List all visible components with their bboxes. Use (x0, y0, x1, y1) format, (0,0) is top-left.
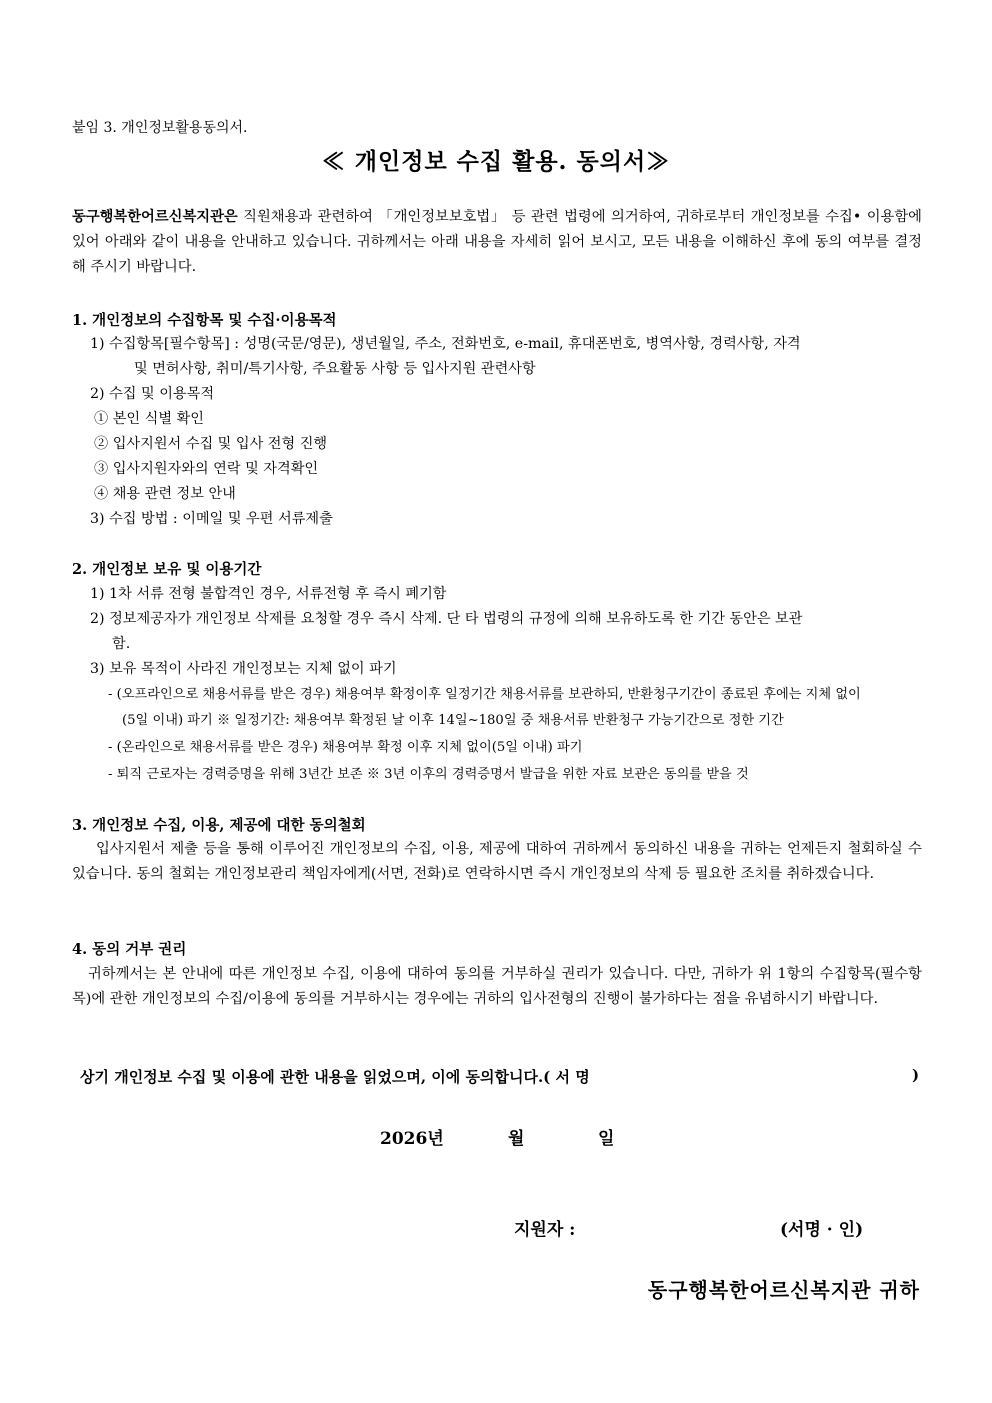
purpose-item: ④ 채용 관련 정보 안내 (94, 486, 236, 502)
section4-body: 귀하께서는 본 안내에 따른 개인정보 수집, 이용에 대하여 동의를 거부하실 권리가 있습니다. 다만, 귀하가 위 1항의 수집항목(필수항목)에 관한 개인정보의 수집/이용에 동의를 거부하시는 경우에는 귀하의 입사전형의 진행이 불가하다는 점을 유념하시기 바랍니다. (72, 966, 922, 1007)
section1-item1-line2: 및 면허사항, 취미/특기사항, 주요활동 사항 등 입사지원 관련사항 (134, 361, 536, 377)
section2-item2-line2: 함. (112, 636, 131, 652)
recipient: 동구행복한어르신복지관 귀하 (647, 1278, 920, 1302)
section2-dash2: - (온라인으로 채용서류를 받은 경우) 채용여부 확정 이후 지체 없이(5일 이내) 파기 (108, 740, 583, 755)
section1-item3: 3) 수집 방법 : 이메일 및 우편 서류제출 (90, 511, 333, 527)
document-title: ≪ 개인정보 수집 활용. 동의서≫ (321, 148, 671, 175)
section1-item1-line1: 1) 수집항목[필수항목] : 성명(국문/영문), 생년월일, 주소, 전화번호, e-mail, 휴대폰번호, 병역사항, 경력사항, 자격 (90, 336, 801, 352)
section3-heading: 3. 개인정보 수집, 이용, 제공에 대한 동의철회 (72, 817, 366, 834)
org-name: 동구행복한어르신복지관은 (72, 209, 238, 225)
intro-text: 직원채용과 관련하여 「개인정보보호법」 등 관련 법령에 의거하여, 귀하로부터 개인정보를 수집• 이용함에 있어 아래와 같이 내용을 안내하고 있습니다. 귀하께서는 아래 내용을 자세히 읽어 보시고, 모든 내용을 이해하신 후에 동의 여부를 결정해 주시기 바랍니다. (72, 209, 922, 275)
section2-item2-line1: 2) 정보제공자가 개인정보 삭제를 요청할 경우 즉시 삭제. 단 타 법령의 규정에 의해 보유하도록 한 기간 동안은 보관 (90, 611, 803, 627)
consent-close: ) (912, 1066, 920, 1084)
section2-dash3: - 퇴직 근로자는 경력증명을 위해 3년간 보존 ※ 3년 이후의 경력증명서 발급을 위한 자료 보관은 동의를 받을 것 (108, 767, 749, 782)
date-day: 일 (598, 1129, 615, 1149)
attachment-label: 붙임 3. 개인정보활용동의서. (72, 120, 248, 136)
section2-item1: 1) 1차 서류 전형 불합격인 경우, 서류전형 후 즉시 폐기함 (90, 586, 447, 602)
applicant-label: 지원자 : (514, 1220, 576, 1240)
section2-item3: 3) 보유 목적이 사라진 개인정보는 지체 없이 파기 (90, 661, 397, 677)
section2-dash1-line1: - (오프라인으로 채용서류를 받은 경우) 채용여부 확정이후 일정기간 채용서류를 보관하되, 반환청구기간이 종료된 후에는 지체 없이 (108, 687, 861, 702)
intro-paragraph (72, 205, 922, 280)
section1-heading: 1. 개인정보의 수집항목 및 수집·이용목적 (72, 312, 337, 329)
purpose-item: ③ 입사지원자와의 연락 및 자격확인 (94, 461, 319, 477)
date-year: 2026년 (380, 1129, 444, 1149)
section2-heading: 2. 개인정보 보유 및 이용기간 (72, 561, 262, 578)
section4-heading: 4. 동의 거부 권리 (72, 941, 187, 958)
section3-body: 입사지원서 제출 등을 통해 이루어진 개인정보의 수집, 이용, 제공에 대하여 귀하께서 동의하신 내용을 귀하는 언제든지 철회하실 수 있습니다. 동의 철회는 개인정보관리 책임자에게(서면, 전화)로 연락하시면 즉시 개인정보의 삭제 등 필요한 조치를 취하겠습니다. (72, 841, 922, 882)
purpose-item: ② 입사지원서 수집 및 입사 전형 진행 (94, 436, 328, 452)
date-month: 월 (508, 1129, 525, 1149)
signature-label: (서명 · 인) (780, 1220, 864, 1240)
section1-item2: 2) 수집 및 이용목적 (90, 386, 215, 402)
purpose-item: ① 본인 식별 확인 (94, 411, 204, 427)
section2-dash1-line2: (5일 이내) 파기 ※ 일정기간: 채용여부 확정된 날 이후 14일~180일 중 채용서류 반환청구 가능기간으로 정한 기간 (122, 713, 784, 728)
consent-statement: 상기 개인정보 수집 및 이용에 관한 내용을 읽었으며, 이에 동의합니다.( 서 명 (80, 1068, 590, 1086)
